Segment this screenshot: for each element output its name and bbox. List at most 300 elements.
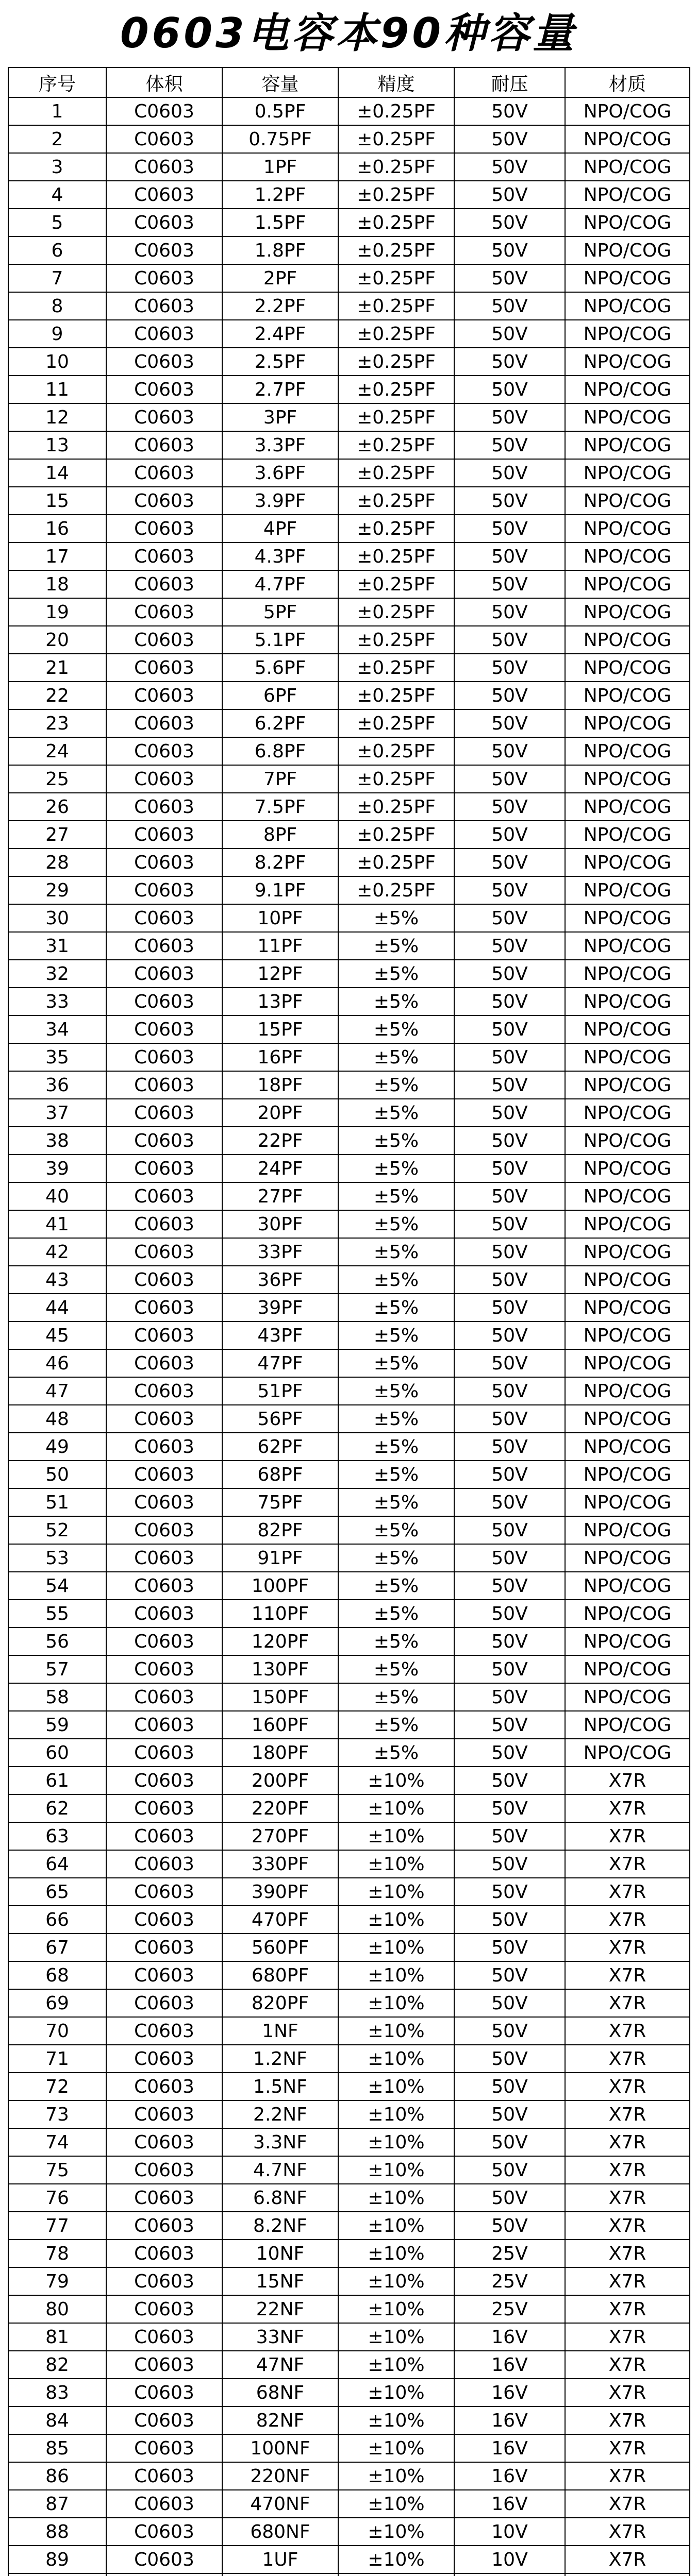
cell-dielectric: NPO/COG <box>565 320 690 348</box>
cell-tolerance: ±0.25PF <box>338 376 454 403</box>
cell-index: 14 <box>8 459 106 487</box>
table-header <box>8 67 690 97</box>
cell-voltage: 50V <box>454 2045 565 2073</box>
cell-dielectric: X7R <box>565 1822 690 1850</box>
cell-capacitance: 7PF <box>222 765 338 793</box>
cell-dielectric: X7R <box>565 2073 690 2100</box>
header-package: 体积 <box>106 67 222 97</box>
cell-tolerance: ±5% <box>338 1377 454 1405</box>
cell-index: 60 <box>8 1739 106 1767</box>
table-row <box>8 1655 690 1683</box>
cell-package: C0603 <box>106 348 222 376</box>
cell-capacitance: 1PF <box>222 153 338 181</box>
cell-tolerance: ±0.25PF <box>338 876 454 904</box>
table-row <box>8 1516 690 1544</box>
cell-capacitance: 1.2PF <box>222 181 338 209</box>
cell-dielectric: NPO/COG <box>565 97 690 125</box>
cell-capacitance: 2.5PF <box>222 348 338 376</box>
cell-capacitance: 51PF <box>222 1377 338 1405</box>
cell-tolerance: ±10% <box>338 2184 454 2212</box>
table-row <box>8 2240 690 2267</box>
cell-voltage: 16V <box>454 2490 565 2518</box>
cell-index: 19 <box>8 598 106 626</box>
capacitor-spec-table <box>8 67 690 2576</box>
table-row <box>8 2406 690 2434</box>
cell-tolerance: ±10% <box>338 2379 454 2406</box>
cell-index: 86 <box>8 2462 106 2490</box>
cell-capacitance: 47PF <box>222 1349 338 1377</box>
cell-index: 51 <box>8 1488 106 1516</box>
table-row <box>8 626 690 654</box>
cell-voltage: 50V <box>454 543 565 570</box>
cell-dielectric: NPO/COG <box>565 709 690 737</box>
cell-tolerance: ±5% <box>338 1600 454 1628</box>
cell-capacitance: 1NF <box>222 2017 338 2045</box>
cell-package: C0603 <box>106 1488 222 1516</box>
cell-tolerance: ±5% <box>338 1099 454 1127</box>
cell-index: 10 <box>8 348 106 376</box>
table-row <box>8 2073 690 2100</box>
cell-tolerance: ±5% <box>338 1739 454 1767</box>
cell-tolerance: ±10% <box>338 2406 454 2434</box>
cell-tolerance: ±5% <box>338 1461 454 1488</box>
cell-voltage: 50V <box>454 626 565 654</box>
cell-capacitance: 36PF <box>222 1266 338 1294</box>
cell-package: C0603 <box>106 320 222 348</box>
table-row <box>8 1349 690 1377</box>
cell-voltage: 50V <box>454 1266 565 1294</box>
table-row <box>8 264 690 292</box>
cell-package: C0603 <box>106 1906 222 1934</box>
cell-voltage: 16V <box>454 2462 565 2490</box>
cell-capacitance: 7.5PF <box>222 793 338 821</box>
cell-package: C0603 <box>106 1238 222 1266</box>
cell-index: 52 <box>8 1516 106 1544</box>
cell-package: C0603 <box>106 654 222 682</box>
cell-package: C0603 <box>106 1321 222 1349</box>
table-row <box>8 682 690 709</box>
table-row <box>8 209 690 236</box>
cell-dielectric: X7R <box>565 2295 690 2323</box>
cell-dielectric: NPO/COG <box>565 654 690 682</box>
cell-dielectric: NPO/COG <box>565 264 690 292</box>
cell-capacitance: 15NF <box>222 2267 338 2295</box>
table-row <box>8 1628 690 1655</box>
cell-package: C0603 <box>106 1683 222 1711</box>
cell-capacitance: 0.5PF <box>222 97 338 125</box>
table-row <box>8 765 690 793</box>
cell-index: 80 <box>8 2295 106 2323</box>
cell-capacitance: 100NF <box>222 2434 338 2462</box>
cell-dielectric: NPO/COG <box>565 459 690 487</box>
cell-index: 8 <box>8 292 106 320</box>
cell-dielectric: X7R <box>565 2156 690 2184</box>
cell-tolerance: ±5% <box>338 1349 454 1377</box>
table-row <box>8 709 690 737</box>
cell-dielectric: X7R <box>565 1989 690 2017</box>
cell-tolerance: ±10% <box>338 2351 454 2379</box>
cell-voltage: 50V <box>454 821 565 849</box>
cell-tolerance: ±0.25PF <box>338 348 454 376</box>
cell-capacitance: 75PF <box>222 1488 338 1516</box>
cell-dielectric: X7R <box>565 2490 690 2518</box>
cell-dielectric: X7R <box>565 1794 690 1822</box>
table-row <box>8 1711 690 1739</box>
cell-voltage: 50V <box>454 403 565 431</box>
cell-package: C0603 <box>106 598 222 626</box>
table-row <box>8 1294 690 1321</box>
table-row <box>8 1433 690 1461</box>
cell-dielectric: NPO/COG <box>565 1683 690 1711</box>
cell-dielectric: X7R <box>565 2267 690 2295</box>
cell-index: 73 <box>8 2100 106 2128</box>
cell-dielectric: X7R <box>565 2518 690 2546</box>
cell-index: 5 <box>8 209 106 236</box>
cell-package: C0603 <box>106 1099 222 1127</box>
cell-tolerance: ±5% <box>338 1266 454 1294</box>
cell-tolerance: ±0.25PF <box>338 125 454 153</box>
table-row <box>8 1600 690 1628</box>
cell-dielectric: NPO/COG <box>565 682 690 709</box>
cell-index: 13 <box>8 431 106 459</box>
table-row <box>8 960 690 988</box>
cell-package: C0603 <box>106 709 222 737</box>
cell-index: 77 <box>8 2212 106 2240</box>
header-capacitance: 容量 <box>222 67 338 97</box>
cell-index: 36 <box>8 1071 106 1099</box>
cell-tolerance: ±0.25PF <box>338 236 454 264</box>
header-index: 序号 <box>8 67 106 97</box>
cell-dielectric: NPO/COG <box>565 793 690 821</box>
cell-capacitance: 470PF <box>222 1906 338 1934</box>
cell-capacitance: 0.75PF <box>222 125 338 153</box>
cell-dielectric: X7R <box>565 1767 690 1794</box>
cell-voltage: 50V <box>454 1655 565 1683</box>
cell-package: C0603 <box>106 1349 222 1377</box>
cell-package: C0603 <box>106 97 222 125</box>
cell-index: 34 <box>8 1015 106 1043</box>
cell-index: 50 <box>8 1461 106 1488</box>
cell-index: 28 <box>8 849 106 876</box>
table-row <box>8 876 690 904</box>
cell-index: 3 <box>8 153 106 181</box>
cell-capacitance: 6PF <box>222 682 338 709</box>
cell-index: 57 <box>8 1655 106 1683</box>
cell-index: 85 <box>8 2434 106 2462</box>
cell-dielectric: NPO/COG <box>565 1099 690 1127</box>
table-row <box>8 543 690 570</box>
cell-voltage: 50V <box>454 598 565 626</box>
cell-voltage: 50V <box>454 1516 565 1544</box>
cell-capacitance: 2.2NF <box>222 2100 338 2128</box>
cell-index: 48 <box>8 1405 106 1433</box>
cell-tolerance: ±10% <box>338 1822 454 1850</box>
cell-capacitance: 4.7PF <box>222 570 338 598</box>
cell-capacitance: 8.2PF <box>222 849 338 876</box>
table-row <box>8 1850 690 1878</box>
cell-voltage: 50V <box>454 125 565 153</box>
cell-package: C0603 <box>106 2295 222 2323</box>
table-row <box>8 1266 690 1294</box>
cell-capacitance: 5PF <box>222 598 338 626</box>
table-row <box>8 2128 690 2156</box>
cell-package: C0603 <box>106 1822 222 1850</box>
cell-voltage: 50V <box>454 181 565 209</box>
cell-package: C0603 <box>106 403 222 431</box>
cell-package: C0603 <box>106 1127 222 1155</box>
table-row <box>8 2490 690 2518</box>
table-row <box>8 1878 690 1906</box>
cell-tolerance: ±10% <box>338 1767 454 1794</box>
cell-voltage: 50V <box>454 1961 565 1989</box>
cell-voltage: 50V <box>454 209 565 236</box>
table-row <box>8 2573 690 2576</box>
cell-tolerance: ±10% <box>338 2546 454 2573</box>
cell-index: 83 <box>8 2379 106 2406</box>
cell-package: C0603 <box>106 1628 222 1655</box>
table-row <box>8 1155 690 1182</box>
cell-package <box>106 2573 222 2576</box>
cell-dielectric: NPO/COG <box>565 153 690 181</box>
cell-dielectric: X7R <box>565 2240 690 2267</box>
cell-voltage: 50V <box>454 1127 565 1155</box>
cell-tolerance: ±10% <box>338 1906 454 1934</box>
cell-voltage: 50V <box>454 1488 565 1516</box>
cell-voltage: 50V <box>454 988 565 1015</box>
cell-index: 46 <box>8 1349 106 1377</box>
cell-voltage: 50V <box>454 1377 565 1405</box>
cell-index: 49 <box>8 1433 106 1461</box>
cell-index: 12 <box>8 403 106 431</box>
cell-index: 68 <box>8 1961 106 1989</box>
cell-tolerance: ±10% <box>338 1961 454 1989</box>
cell-voltage <box>454 2573 565 2576</box>
cell-voltage: 50V <box>454 292 565 320</box>
cell-voltage: 50V <box>454 1544 565 1572</box>
cell-index: 54 <box>8 1572 106 1600</box>
cell-package: C0603 <box>106 2518 222 2546</box>
table-row <box>8 487 690 515</box>
cell-package: C0603 <box>106 1711 222 1739</box>
cell-package: C0603 <box>106 2212 222 2240</box>
cell-package: C0603 <box>106 932 222 960</box>
cell-dielectric: NPO/COG <box>565 1655 690 1683</box>
table-row <box>8 376 690 403</box>
cell-dielectric: NPO/COG <box>565 1015 690 1043</box>
cell-tolerance: ±5% <box>338 1683 454 1711</box>
cell-index: 75 <box>8 2156 106 2184</box>
cell-dielectric: NPO/COG <box>565 1488 690 1516</box>
table-row <box>8 1182 690 1210</box>
cell-dielectric: X7R <box>565 2323 690 2351</box>
table-row <box>8 1015 690 1043</box>
cell-voltage: 50V <box>454 431 565 459</box>
cell-dielectric: NPO/COG <box>565 125 690 153</box>
cell-package: C0603 <box>106 1155 222 1182</box>
cell-index: 2 <box>8 125 106 153</box>
cell-tolerance: ±0.25PF <box>338 682 454 709</box>
cell-tolerance: ±10% <box>338 2462 454 2490</box>
cell-package: C0603 <box>106 1655 222 1683</box>
cell-dielectric: X7R <box>565 1878 690 1906</box>
cell-dielectric: NPO/COG <box>565 1182 690 1210</box>
table-row <box>8 2379 690 2406</box>
cell-index: 11 <box>8 376 106 403</box>
cell-index: 31 <box>8 932 106 960</box>
cell-voltage: 50V <box>454 1934 565 1961</box>
cell-tolerance: ±0.25PF <box>338 543 454 570</box>
cell-package: C0603 <box>106 849 222 876</box>
cell-voltage: 50V <box>454 737 565 765</box>
cell-index: 61 <box>8 1767 106 1794</box>
table-row <box>8 1127 690 1155</box>
cell-voltage: 50V <box>454 1294 565 1321</box>
cell-tolerance: ±10% <box>338 1794 454 1822</box>
cell-package: C0603 <box>106 682 222 709</box>
cell-tolerance: ±10% <box>338 2073 454 2100</box>
cell-capacitance: 3.3NF <box>222 2128 338 2156</box>
cell-index: 43 <box>8 1266 106 1294</box>
cell-tolerance: ±10% <box>338 2434 454 2462</box>
cell-index: 55 <box>8 1600 106 1628</box>
cell-package: C0603 <box>106 209 222 236</box>
cell-package: C0603 <box>106 1015 222 1043</box>
header-dielectric: 材质 <box>565 67 690 97</box>
cell-index: 15 <box>8 487 106 515</box>
cell-package: C0603 <box>106 2017 222 2045</box>
cell-package: C0603 <box>106 376 222 403</box>
cell-voltage: 50V <box>454 2100 565 2128</box>
cell-dielectric: NPO/COG <box>565 737 690 765</box>
cell-package: C0603 <box>106 1071 222 1099</box>
cell-index: 71 <box>8 2045 106 2073</box>
cell-capacitance: 22PF <box>222 1127 338 1155</box>
cell-tolerance: ±10% <box>338 2100 454 2128</box>
cell-voltage: 50V <box>454 487 565 515</box>
table-body <box>8 97 690 2576</box>
cell-tolerance: ±10% <box>338 2267 454 2295</box>
cell-index: 26 <box>8 793 106 821</box>
cell-dielectric: NPO/COG <box>565 1628 690 1655</box>
cell-tolerance: ±5% <box>338 1071 454 1099</box>
cell-capacitance: 3PF <box>222 403 338 431</box>
cell-voltage: 50V <box>454 1794 565 1822</box>
cell-voltage: 50V <box>454 1850 565 1878</box>
cell-voltage: 50V <box>454 1767 565 1794</box>
cell-voltage: 50V <box>454 1739 565 1767</box>
cell-tolerance: ±10% <box>338 2045 454 2073</box>
cell-package: C0603 <box>106 904 222 932</box>
cell-dielectric: NPO/COG <box>565 1294 690 1321</box>
cell-package: C0603 <box>106 1934 222 1961</box>
cell-voltage: 50V <box>454 876 565 904</box>
cell-voltage: 10V <box>454 2518 565 2546</box>
cell-dielectric: X7R <box>565 2434 690 2462</box>
table-row <box>8 97 690 125</box>
cell-capacitance: 3.6PF <box>222 459 338 487</box>
cell-tolerance: ±5% <box>338 1572 454 1600</box>
table-row <box>8 1683 690 1711</box>
cell-package: C0603 <box>106 960 222 988</box>
cell-index: 62 <box>8 1794 106 1822</box>
table-row <box>8 1099 690 1127</box>
table-row <box>8 515 690 543</box>
cell-capacitance: 5.6PF <box>222 654 338 682</box>
cell-tolerance: ±5% <box>338 1210 454 1238</box>
cell-voltage: 50V <box>454 2017 565 2045</box>
cell-capacitance: 62PF <box>222 1433 338 1461</box>
cell-capacitance: 91PF <box>222 1544 338 1572</box>
table-row <box>8 153 690 181</box>
cell-capacitance: 150PF <box>222 1683 338 1711</box>
header-voltage: 耐压 <box>454 67 565 97</box>
cell-dielectric: NPO/COG <box>565 626 690 654</box>
cell-package: C0603 <box>106 2100 222 2128</box>
table-row <box>8 403 690 431</box>
cell-voltage: 50V <box>454 904 565 932</box>
cell-dielectric: NPO/COG <box>565 598 690 626</box>
cell-voltage: 50V <box>454 682 565 709</box>
cell-index: 45 <box>8 1321 106 1349</box>
cell-index: 81 <box>8 2323 106 2351</box>
table-row <box>8 2100 690 2128</box>
cell-capacitance: 4.7NF <box>222 2156 338 2184</box>
cell-dielectric: X7R <box>565 1934 690 1961</box>
cell-tolerance: ±5% <box>338 1628 454 1655</box>
table-row <box>8 1544 690 1572</box>
cell-voltage: 50V <box>454 1015 565 1043</box>
cell-voltage: 50V <box>454 570 565 598</box>
cell-tolerance: ±0.25PF <box>338 765 454 793</box>
cell-capacitance: 180PF <box>222 1739 338 1767</box>
cell-tolerance: ±5% <box>338 1155 454 1182</box>
cell-capacitance: 220PF <box>222 1794 338 1822</box>
cell-index: 7 <box>8 264 106 292</box>
cell-tolerance: ±5% <box>338 1516 454 1544</box>
cell-index: 17 <box>8 543 106 570</box>
table-row <box>8 2017 690 2045</box>
cell-index: 41 <box>8 1210 106 1238</box>
cell-tolerance: ±0.25PF <box>338 459 454 487</box>
cell-capacitance: 16PF <box>222 1043 338 1071</box>
cell-tolerance: ±0.25PF <box>338 292 454 320</box>
cell-capacitance: 120PF <box>222 1628 338 1655</box>
cell-voltage: 50V <box>454 515 565 543</box>
table-row <box>8 320 690 348</box>
cell-dielectric: NPO/COG <box>565 1516 690 1544</box>
cell-dielectric: NPO/COG <box>565 1210 690 1238</box>
table-row <box>8 1934 690 1961</box>
cell-tolerance: ±10% <box>338 2017 454 2045</box>
cell-package: C0603 <box>106 236 222 264</box>
cell-package: C0603 <box>106 2184 222 2212</box>
cell-package: C0603 <box>106 570 222 598</box>
cell-capacitance: 1.5PF <box>222 209 338 236</box>
cell-dielectric: X7R <box>565 2128 690 2156</box>
cell-capacitance <box>222 2573 338 2576</box>
cell-dielectric: NPO/COG <box>565 515 690 543</box>
cell-index: 32 <box>8 960 106 988</box>
cell-dielectric: NPO/COG <box>565 431 690 459</box>
cell-capacitance: 1.2NF <box>222 2045 338 2073</box>
cell-dielectric: NPO/COG <box>565 904 690 932</box>
cell-tolerance: ±5% <box>338 904 454 932</box>
cell-dielectric: X7R <box>565 2351 690 2379</box>
cell-capacitance: 270PF <box>222 1822 338 1850</box>
cell-voltage: 50V <box>454 2184 565 2212</box>
table-row <box>8 1488 690 1516</box>
cell-capacitance: 330PF <box>222 1850 338 1878</box>
